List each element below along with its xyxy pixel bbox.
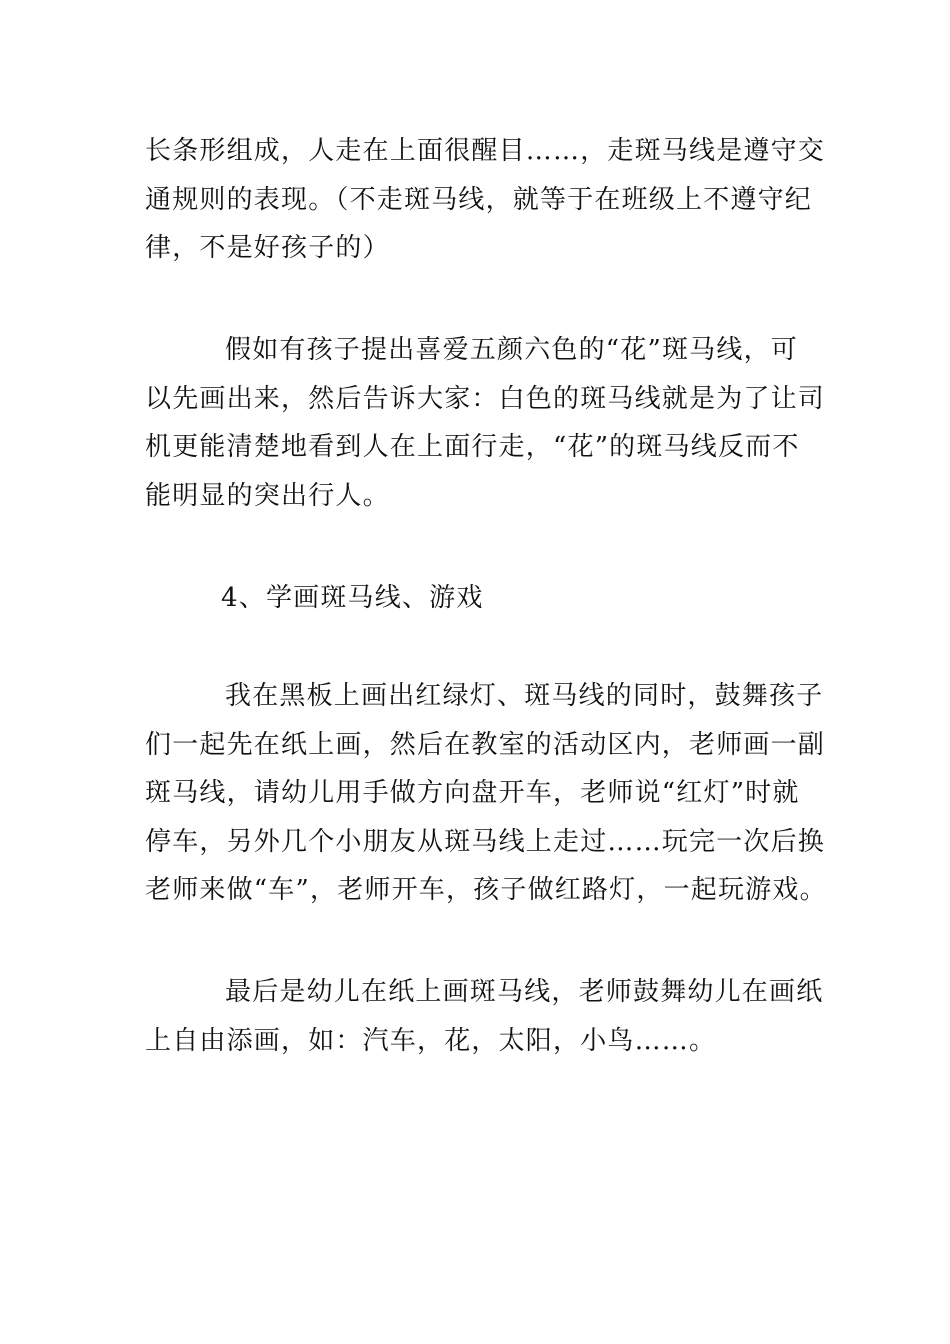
paragraph-colorful-crosswalk	[145, 326, 826, 520]
paragraph-final-drawing	[145, 968, 824, 1065]
text-line: 律，不是好孩子的）	[145, 233, 390, 263]
text-line: 机更能清楚地看到人在上面行走，“花”的斑马线反而不	[145, 432, 800, 462]
text-line: 通规则的表现。（不走斑马线，就等于在班级上不遵守纪	[145, 184, 813, 215]
text-line: 我在黑板上画出红绿灯、斑马线的同时，鼓舞孩子	[225, 681, 824, 711]
paragraph-crosswalk-rules	[145, 127, 826, 273]
text-line: 长条形组成，人走在上面很醒目……，走斑马线是遵守交	[145, 136, 826, 166]
text-line: 上自由添画，如：汽车，花，太阳，小鸟……。	[145, 1025, 717, 1056]
text-line: 斑马线，请幼儿用手做方向盘开车，老师说“红灯”时就	[145, 778, 800, 808]
text-line: 们一起先在纸上画，然后在教室的活动区内，老师画一副	[145, 729, 826, 760]
text-line: 停车，另外几个小朋友从斑马线上走过……玩完一次后换	[145, 826, 826, 857]
text-line: 假如有孩子提出喜爱五颜六色的“花”斑马线，可	[225, 335, 798, 365]
paragraph-drawing-game	[145, 672, 827, 915]
text-line: 以先画出来，然后告诉大家：白色的斑马线就是为了让司	[145, 383, 826, 414]
section-heading	[145, 574, 807, 623]
heading-text: 4、学画斑马线、游戏	[221, 583, 484, 613]
text-line: 最后是幼儿在纸上画斑马线，老师鼓舞幼儿在画纸	[225, 977, 824, 1007]
text-line: 能明显的突出行人。	[145, 480, 390, 511]
text-line: 老师来做“车”，老师开车，孩子做红路灯，一起玩游戏。	[145, 875, 827, 905]
